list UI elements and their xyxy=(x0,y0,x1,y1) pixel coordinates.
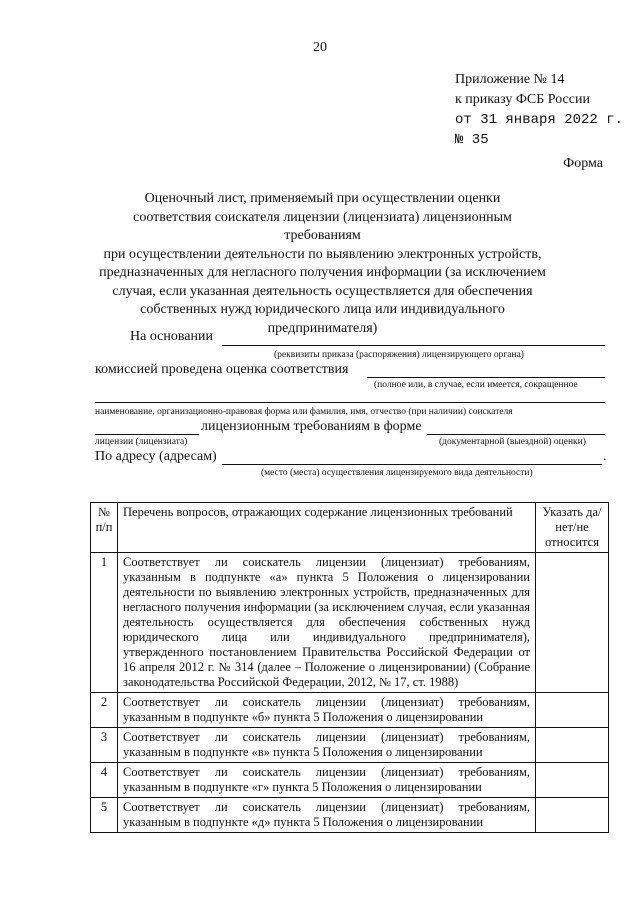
appendix-line-2: к приказу ФСБ России xyxy=(455,92,590,107)
row-num: 3 xyxy=(91,728,118,763)
assessment-form-input-line[interactable] xyxy=(427,434,605,435)
table-row xyxy=(91,728,609,763)
row-num: 5 xyxy=(91,798,118,833)
table-row xyxy=(91,798,609,833)
page-number: 20 xyxy=(313,40,327,55)
name-input-line[interactable] xyxy=(95,402,605,403)
row-question: Соответствует ли соискатель лицензии (лицензиат) требованиям, указанным в подпункте «г» пункта 5 Положения о лицензировании xyxy=(118,763,536,798)
row-question: Соответствует ли соискатель лицензии (лицензиат) требованиям, указанным в подпункте «в» пункта 5 Положения о лицензировании xyxy=(118,728,536,763)
table-row xyxy=(91,693,609,728)
row-answer-cell[interactable] xyxy=(536,728,609,763)
commission-hint: (полное или, в случае, если имеется, сокращенное xyxy=(374,380,578,390)
row-answer-cell[interactable] xyxy=(536,763,609,798)
table-row xyxy=(91,763,609,798)
license-hint-left: лицензии (лицензиата) xyxy=(95,437,188,447)
row-question: Соответствует ли соискатель лицензии (лицензиат) требованиям, указанным в подпункте «а» пункта 5 Положения о лицензировании деятельности по выявлению электронных устройств, предназначенных для негласного получения информации (за исключением случая, если указанная деятельность осуществляется для обеспечения собственных нужд юридического лица или индивидуального предпринимателя), утвержденного постановлением Правительства Российской Федерации от 16 апреля 2012 г. № 314 (далее – Положение о лицензировании) (Собрание законодательства Российской Федерации, 2012, № 17, ст. 1988) xyxy=(118,553,536,693)
license-input-line[interactable] xyxy=(95,434,199,435)
license-hint-right: (документарной (выездной) оценки) xyxy=(439,437,586,447)
header-answer: Указать да/нет/не относится xyxy=(536,503,609,553)
table-row xyxy=(91,553,609,693)
title-line: предназначенных для негласного получения информации (за исключением xyxy=(99,265,546,280)
row-question: Соответствует ли соискатель лицензии (лицензиат) требованиям, указанным в подпункте «д» пункта 5 Положения о лицензировании xyxy=(118,798,536,833)
basis-input-line[interactable] xyxy=(222,345,605,346)
row-answer-cell[interactable] xyxy=(536,798,609,833)
row-answer-cell[interactable] xyxy=(536,553,609,693)
address-label: По адресу (адресам) xyxy=(95,449,217,464)
license-label: лицензионным требованиям в форме xyxy=(201,419,422,434)
appendix-line-3: от 31 января 2022 г. xyxy=(455,112,624,128)
basis-label: На основании xyxy=(130,329,213,344)
row-num: 2 xyxy=(91,693,118,728)
basis-hint: (реквизиты приказа (распоряжения) лицензирующего органа) xyxy=(274,350,524,360)
address-end: . xyxy=(603,449,607,464)
title-line: при осуществлении деятельности по выявлению электронных устройств, xyxy=(103,246,542,262)
appendix-line-1: Приложение № 14 xyxy=(455,72,565,87)
row-answer-cell[interactable] xyxy=(536,693,609,728)
title-line: собственных нужд юридического лица или индивидуального xyxy=(140,302,505,317)
header-question: Перечень вопросов, отражающих содержание лицензионных требований xyxy=(118,503,536,553)
form-label: Форма xyxy=(563,156,603,171)
table-header-row xyxy=(91,503,609,553)
appendix-block xyxy=(455,70,623,150)
address-hint: (место (места) осуществления лицензируемого вида деятельности) xyxy=(261,468,533,478)
header-num: № п/п xyxy=(91,503,118,553)
address-input-line[interactable] xyxy=(222,464,602,465)
commission-label: комиссией проведена оценка соответствия xyxy=(95,362,349,377)
title-line: предпринимателя) xyxy=(267,320,378,336)
row-num: 4 xyxy=(91,763,118,798)
name-hint: наименование, организационно-правовая форма или фамилия, имя, отчество (при наличии) соискателя xyxy=(95,407,513,417)
requirements-table xyxy=(90,502,609,833)
commission-input-line[interactable] xyxy=(367,377,605,378)
title-line: случая, если указанная деятельность осуществляется для обеспечения xyxy=(112,283,533,299)
document-title xyxy=(95,190,550,338)
title-line: соответствия соискателя лицензии (лицензиата) лицензионным требованиям xyxy=(133,209,512,243)
row-question: Соответствует ли соискатель лицензии (лицензиат) требованиям, указанным в подпункте «б» пункта 5 Положения о лицензировании xyxy=(118,693,536,728)
appendix-line-4: № 35 xyxy=(455,132,489,148)
row-num: 1 xyxy=(91,553,118,693)
title-line: Оценочный лист, применяемый при осуществлении оценки xyxy=(144,191,501,206)
